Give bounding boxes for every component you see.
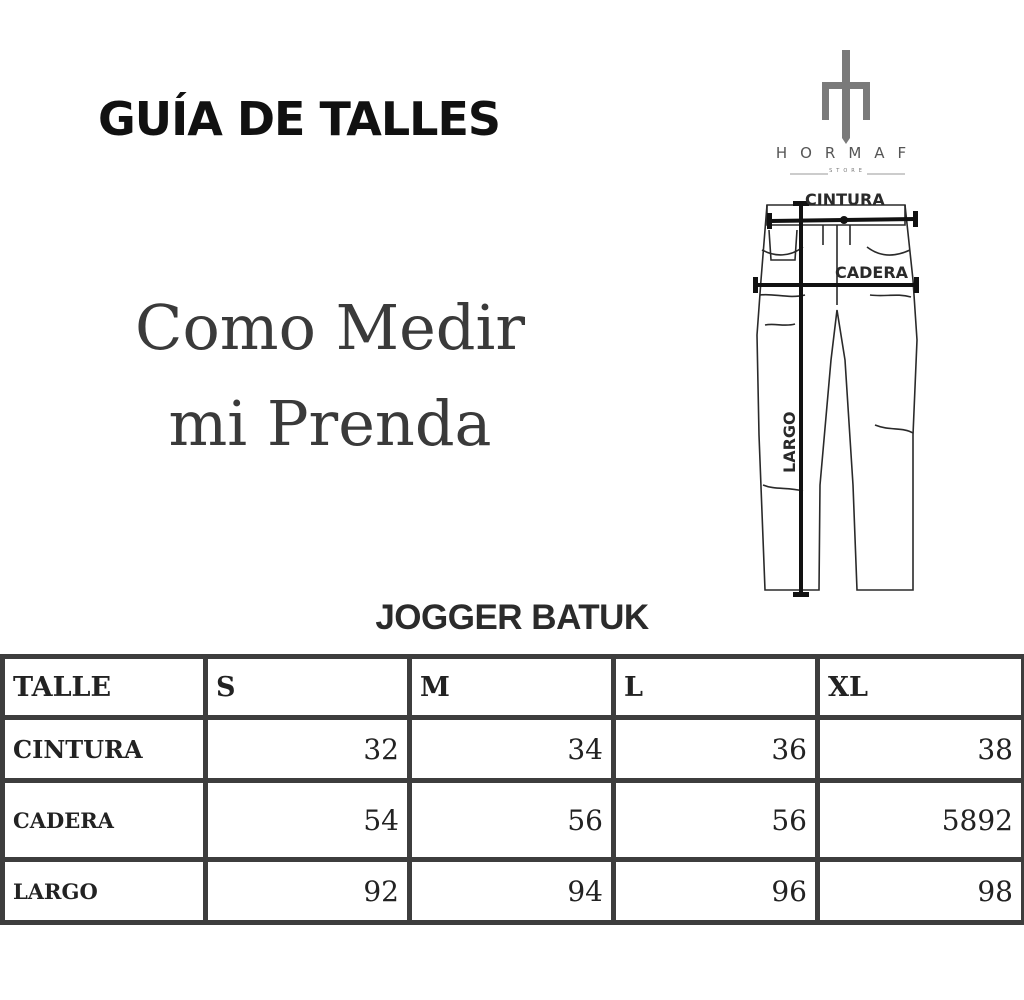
header-cell: XL (818, 657, 1024, 718)
table-cell: 92 (206, 860, 410, 923)
table-row (3, 860, 1024, 923)
table-row (3, 718, 1024, 781)
row-label: CINTURA (3, 718, 206, 781)
measurement-lines (755, 203, 917, 595)
length-label: LARGO (780, 411, 799, 473)
row-label: LARGO (3, 860, 206, 923)
subtitle-line-2: mi Prenda (168, 387, 492, 460)
page-title: GUÍA DE TALLES (98, 92, 501, 146)
product-name: JOGGER BATUK (375, 598, 649, 637)
table-cell: 38 (818, 718, 1024, 781)
table-cell: 94 (410, 860, 614, 923)
header-cell: TALLE (3, 657, 206, 718)
header-cell: L (614, 657, 818, 718)
table-cell: 56 (410, 781, 614, 860)
brand-logo (760, 50, 935, 180)
header-cell: S (206, 657, 410, 718)
table-cell: 36 (614, 718, 818, 781)
brand-name: HORMAF (775, 144, 920, 162)
waist-label: CINTURA (805, 190, 885, 209)
hip-label: CADERA (835, 263, 909, 282)
table-cell: 98 (818, 860, 1024, 923)
how-to-measure-heading (110, 280, 550, 472)
table-cell: 32 (206, 718, 410, 781)
size-table (0, 654, 1024, 925)
table-cell: 5892 (818, 781, 1024, 860)
table-cell: 34 (410, 718, 614, 781)
table-cell: 54 (206, 781, 410, 860)
brand-monogram-icon (760, 50, 935, 144)
row-label: CADERA (3, 781, 206, 860)
table-cell: 56 (614, 781, 818, 860)
table-row (3, 781, 1024, 860)
subtitle-line-1: Como Medir (135, 291, 525, 364)
header-cell: M (410, 657, 614, 718)
brand-tagline: STORE (829, 168, 866, 174)
table-header-row (3, 657, 1024, 718)
table-cell: 96 (614, 860, 818, 923)
pants-measurement-diagram (745, 185, 935, 610)
